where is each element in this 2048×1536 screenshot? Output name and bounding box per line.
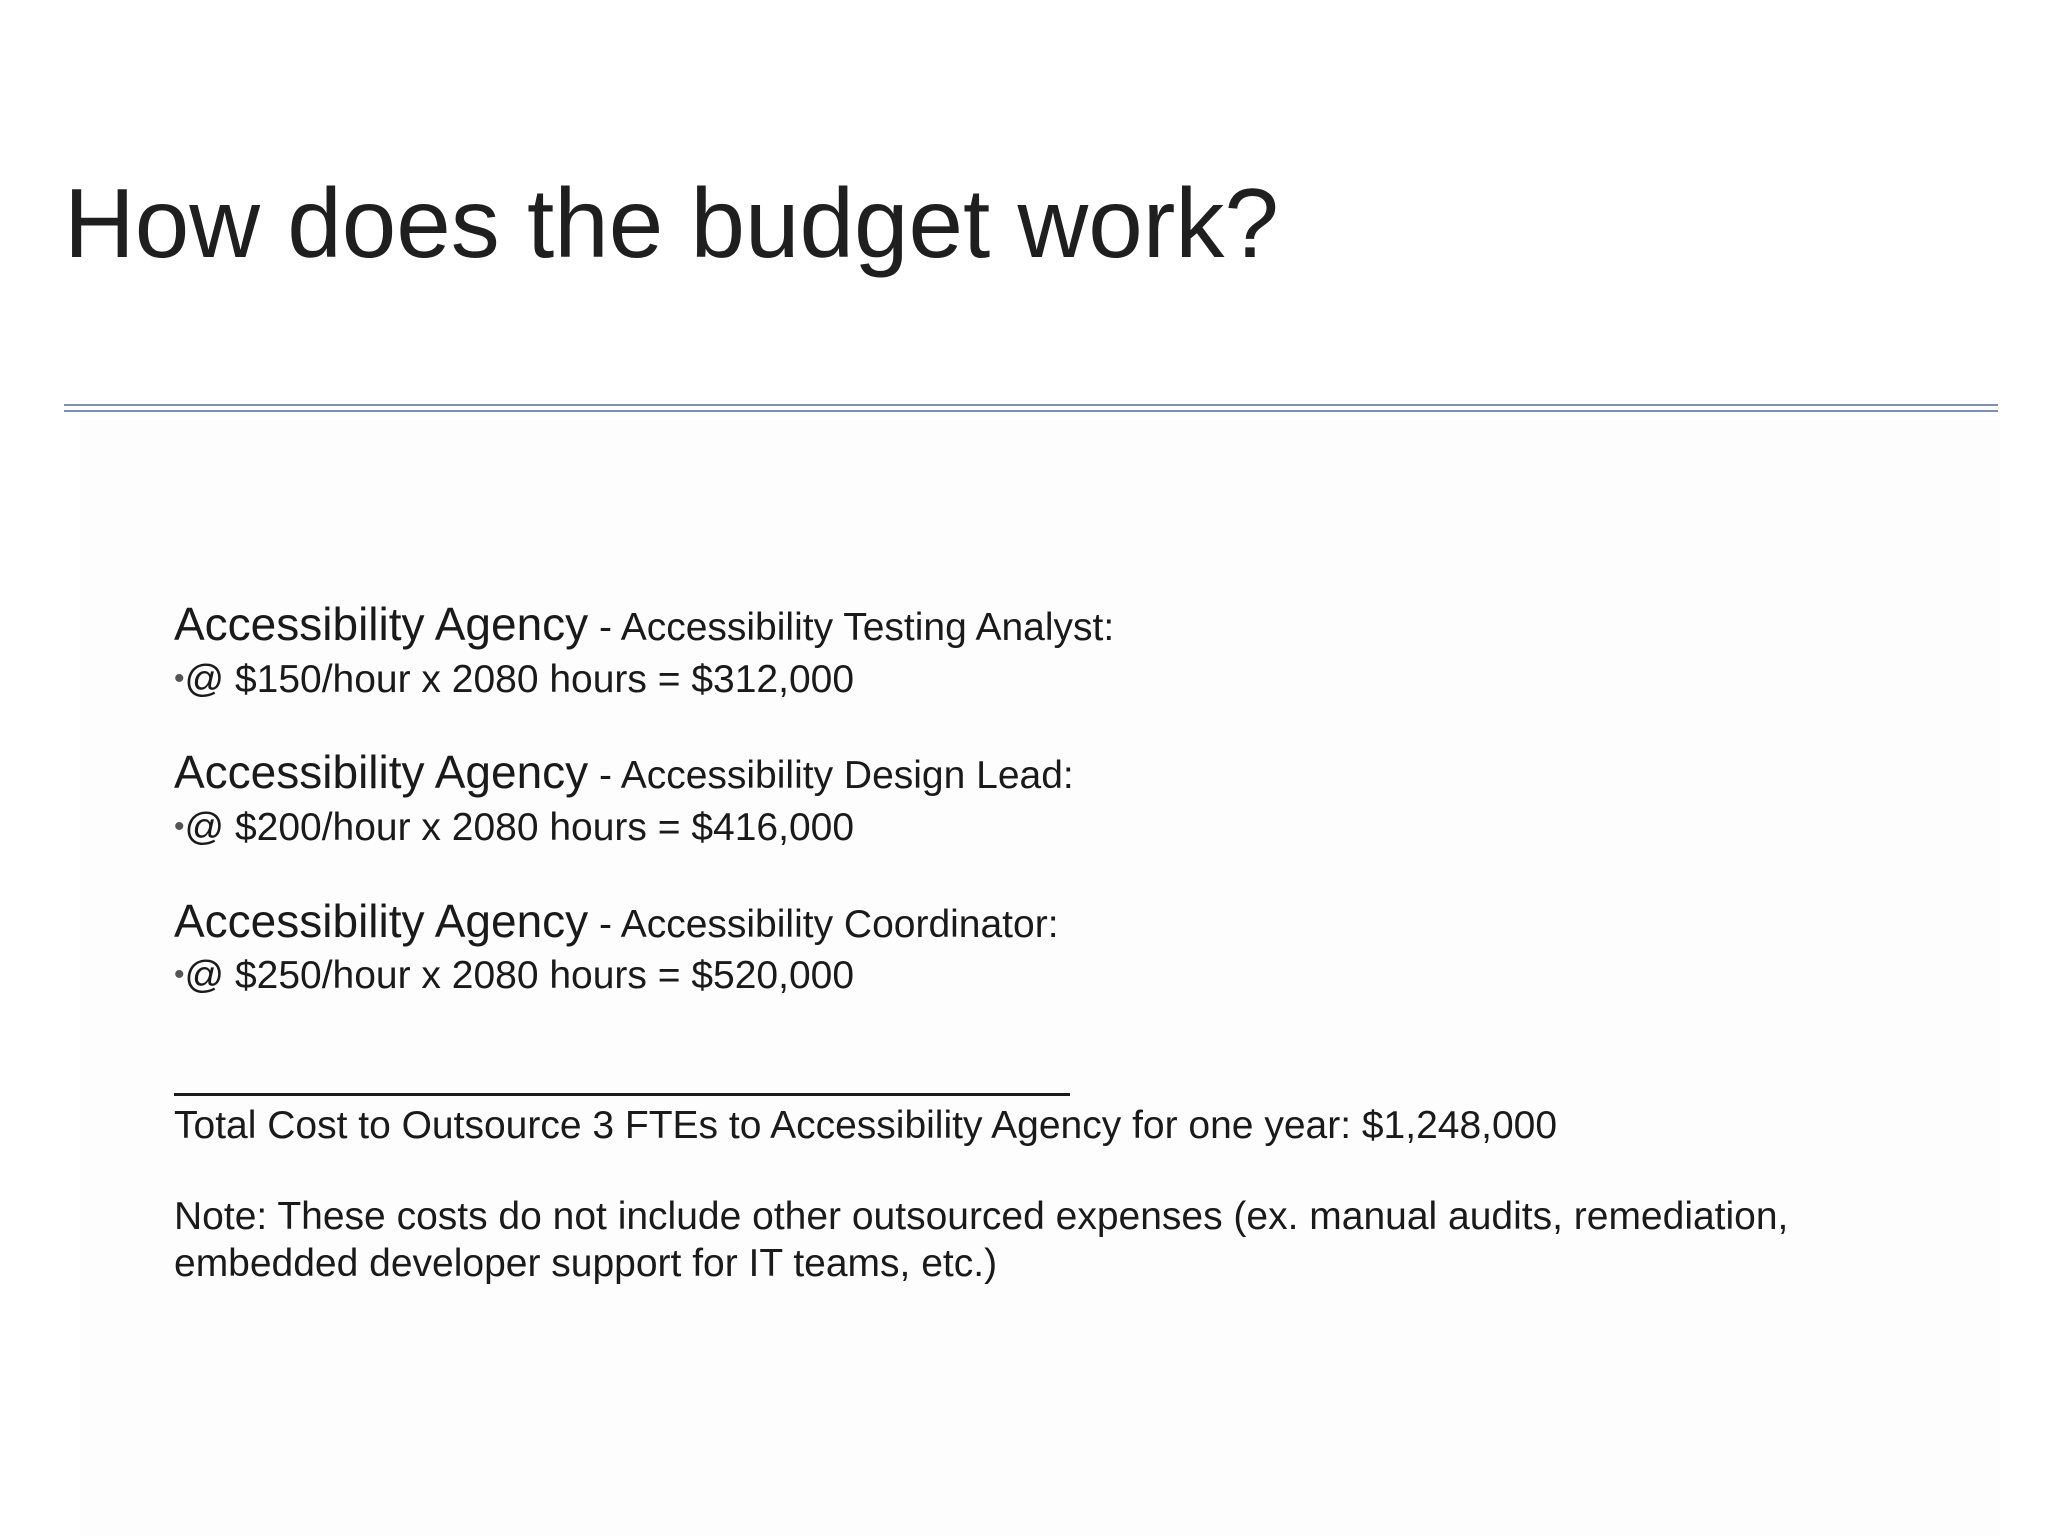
- cost-item-design-lead: [174, 744, 1974, 852]
- role-name: - Accessibility Coordinator:: [588, 902, 1059, 946]
- calculation-text: @ $150/hour x 2080 hours = $312,000: [184, 657, 855, 701]
- cost-item-heading: [174, 744, 1974, 802]
- slide-title: How does the budget work?: [64, 168, 1279, 278]
- slide-body: [174, 596, 1974, 1288]
- role-name: - Accessibility Testing Analyst:: [588, 606, 1115, 649]
- bullet-icon: •: [174, 958, 185, 991]
- cost-note: Note: These costs do not include other outsourced expenses (ex. manual audits, remediation, embedded developer support for IT teams, etc.): [174, 1194, 1789, 1286]
- bullet-icon: •: [174, 661, 185, 695]
- cost-item-heading: [174, 596, 1974, 654]
- cost-calculation: [174, 804, 1974, 853]
- calculation-text: @ $250/hour x 2080 hours = $520,000: [184, 954, 855, 997]
- agency-name: Accessibility Agency: [174, 746, 589, 799]
- cost-item-heading: [174, 893, 1974, 951]
- role-name: - Accessibility Design Lead:: [588, 754, 1074, 798]
- title-divider: [64, 404, 1998, 412]
- bullet-icon: •: [174, 809, 185, 843]
- agency-name: Accessibility Agency: [174, 598, 589, 650]
- cost-item-coordinator: [174, 893, 1974, 1001]
- cost-calculation: [174, 656, 1974, 705]
- total-cost: Total Cost to Outsource 3 FTEs to Accessibility Agency for one year: $1,248,000: [174, 1103, 1558, 1147]
- calculation-text: @ $200/hour x 2080 hours = $416,000: [184, 805, 855, 849]
- cost-calculation: [174, 952, 1974, 1001]
- agency-name: Accessibility Agency: [174, 894, 589, 947]
- cost-item-testing-analyst: [174, 596, 1974, 704]
- total-underline: [174, 1093, 1070, 1096]
